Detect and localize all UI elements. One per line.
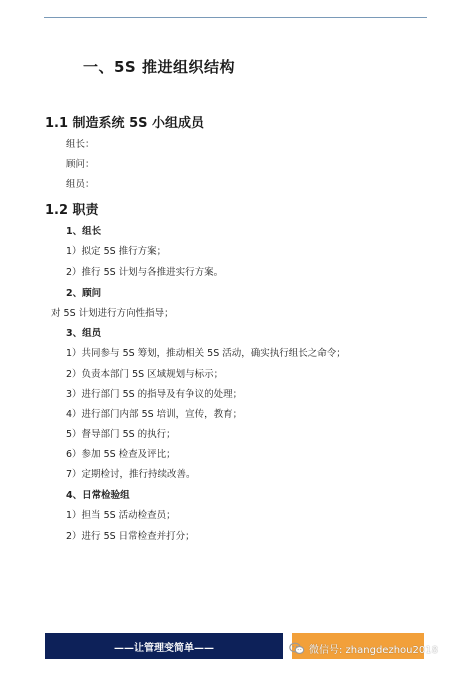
chapter-title: 一、5S 推进组织结构 (83, 58, 235, 76)
section-title-duties: 1.2 职责 (45, 203, 99, 218)
member-advisor-label: 顾问： (66, 159, 95, 170)
duty-item: 对 5S 计划进行方向性指导； (51, 308, 174, 319)
footer-slogan-banner (45, 633, 283, 659)
header-rule (44, 17, 427, 18)
duty-item: 3）进行部门 5S 的指导及有争议的处理； (66, 389, 243, 400)
section-title-members: 1.1 制造系统 5S 小组成员 (45, 116, 205, 131)
wechat-icon (289, 642, 305, 655)
duty-item: 2）推行 5S 计划与各推进实行方案。 (66, 267, 224, 278)
wechat-watermark (289, 641, 438, 656)
duty-item: 4）进行部门内部 5S 培训，宣传，教育； (66, 409, 243, 420)
duty-item: 7）定期检讨，推行持续改善。 (66, 469, 196, 480)
duty-item: 5）督导部门 5S 的执行； (66, 429, 176, 440)
duty-heading-inspection: 4、日常检验组 (66, 490, 130, 501)
member-leader-label: 组长： (66, 139, 95, 150)
duty-item: 1）担当 5S 活动检查员； (66, 510, 176, 521)
duty-item: 2）负责本部门 5S 区域规划与标示； (66, 369, 224, 380)
duty-heading-advisor: 2、顾问 (66, 288, 102, 299)
footer-slogan: ——让管理变简单—— (114, 642, 214, 654)
duty-item: 2）进行 5S 日常检查并打分； (66, 531, 195, 542)
duty-item: 1）共同参与 5S 筹划，推动相关 5S 活动，确实执行组长之命令； (66, 348, 346, 359)
duty-heading-leader: 1、组长 (66, 226, 102, 237)
member-staff-label: 组员： (66, 179, 95, 190)
duty-item: 1）拟定 5S 推行方案； (66, 246, 167, 257)
duty-heading-members: 3、组员 (66, 328, 102, 339)
watermark-text: 微信号: zhangdezhou2018 (309, 645, 438, 656)
duty-item: 6）参加 5S 检查及评比； (66, 449, 176, 460)
